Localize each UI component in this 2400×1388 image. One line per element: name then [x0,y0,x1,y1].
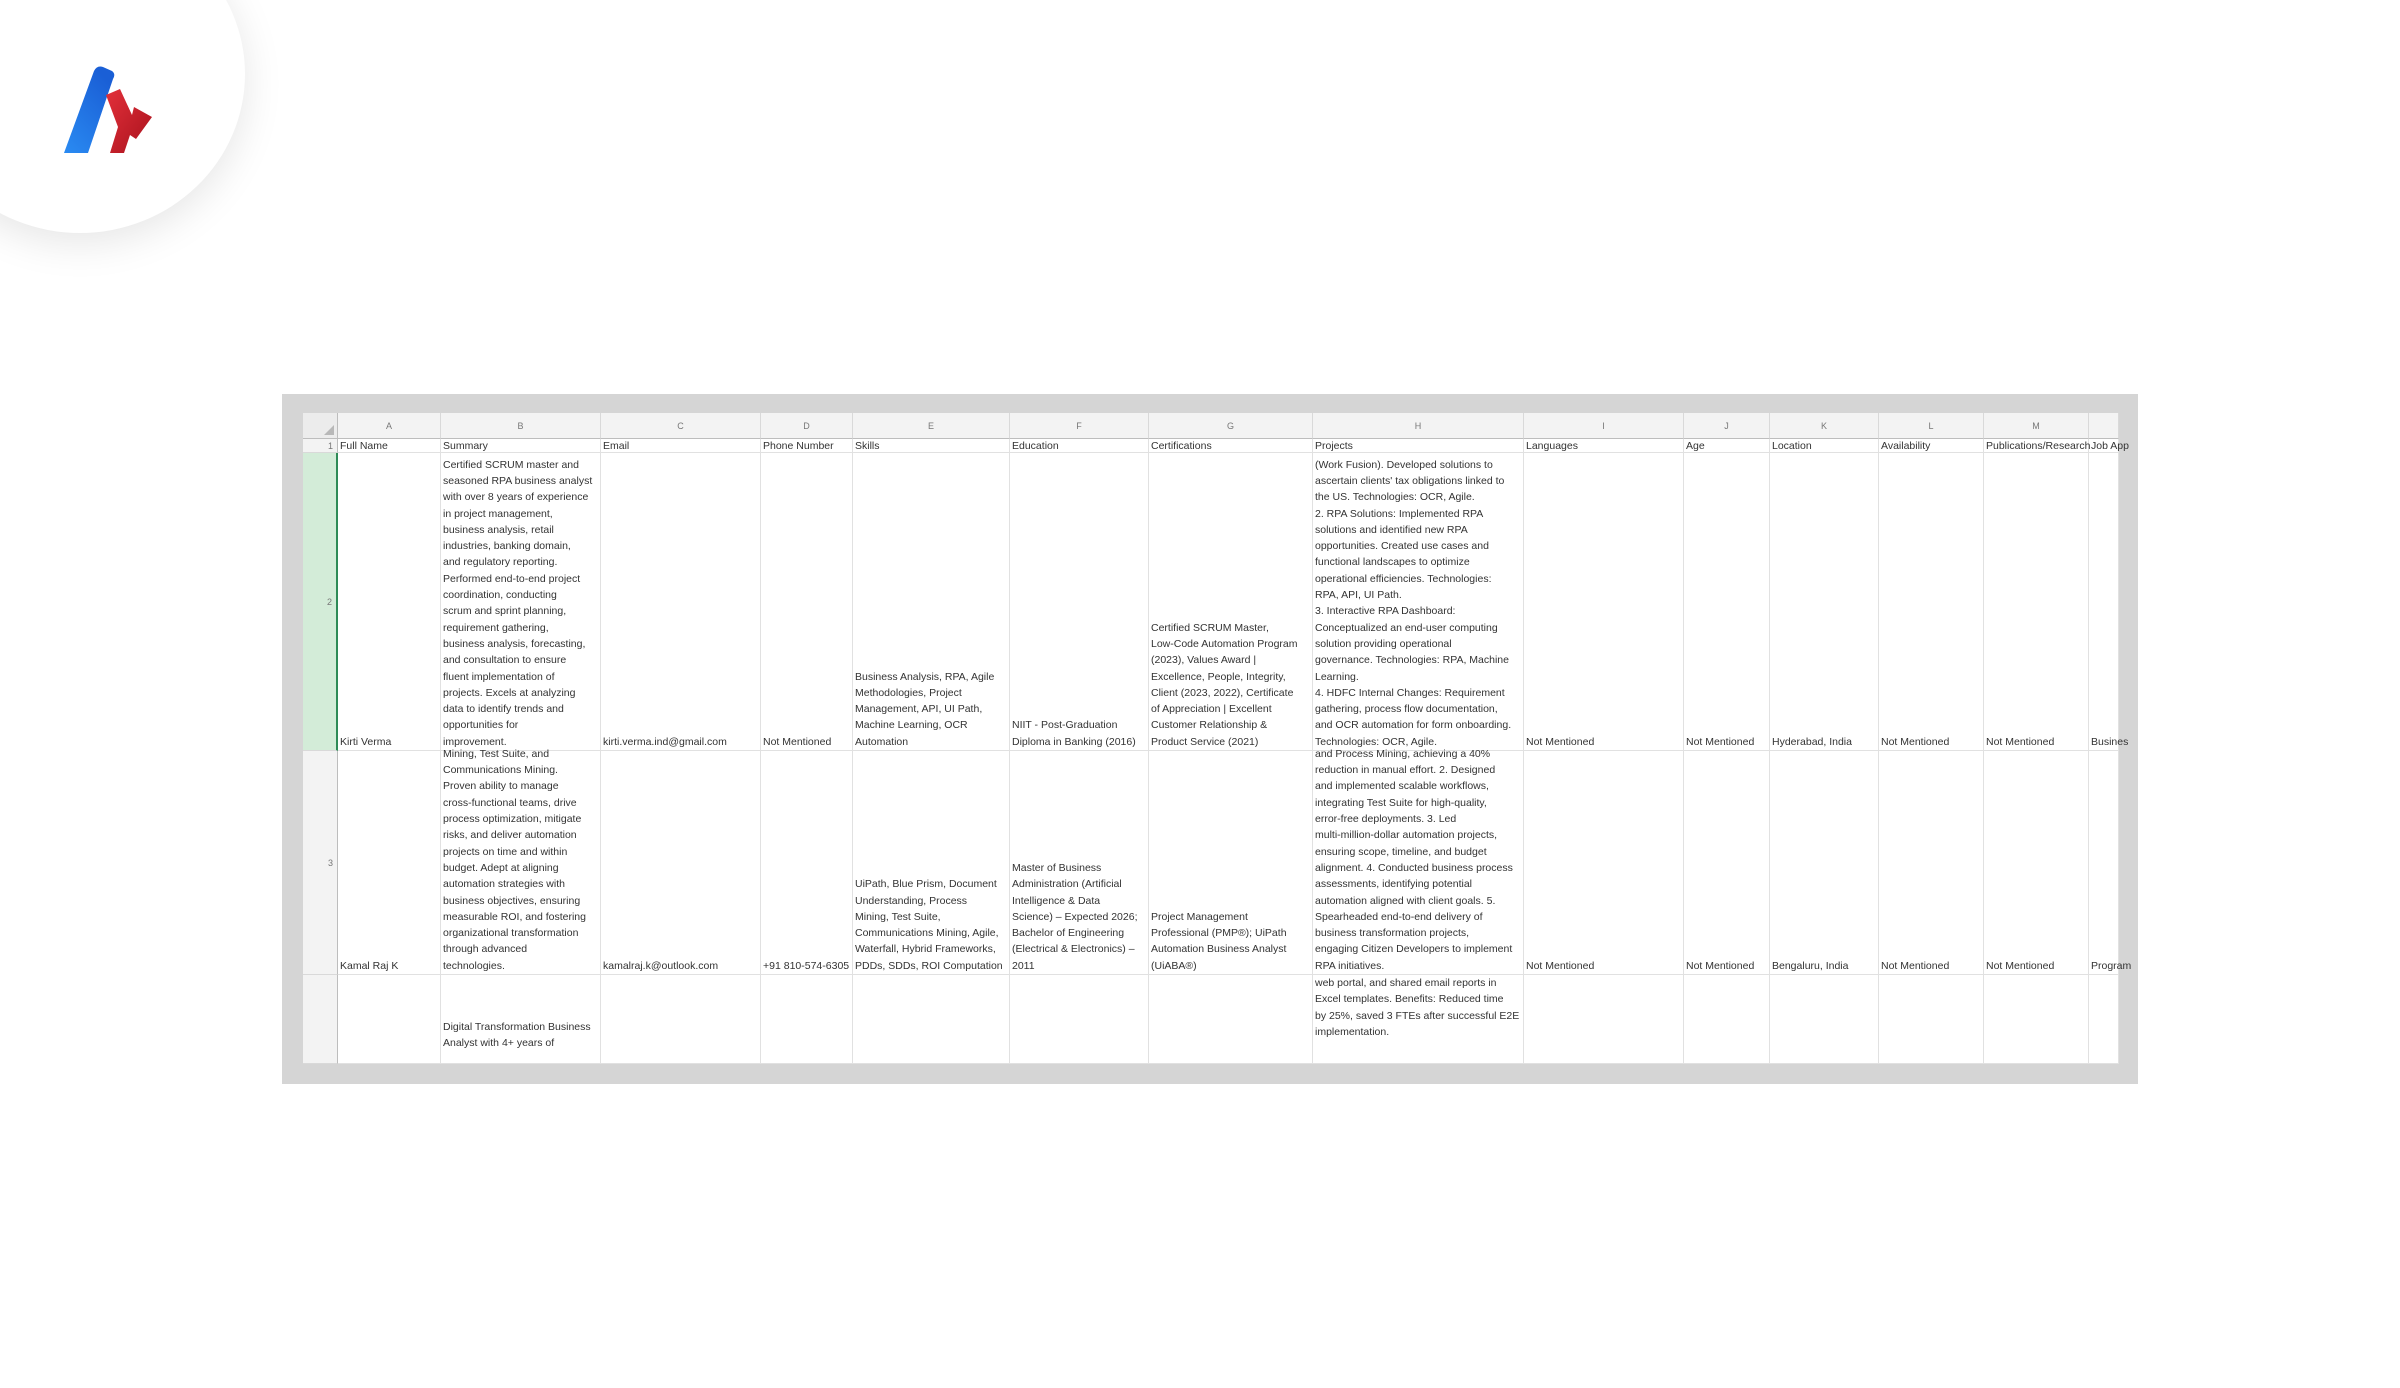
cell-skills[interactable]: UiPath, Blue Prism, Document Understanding, Process Mining, Test Suite, Communications Mining, Agile, Waterfall, Hybrid Frameworks, PDDs, SDDs, ROI Computation [853,751,1010,975]
cell-email[interactable] [601,975,761,1064]
header-cell-skills[interactable]: Skills [853,439,1010,453]
column-header-m[interactable]: M [1984,413,2089,439]
header-cell-languages[interactable]: Languages [1524,439,1684,453]
cell-location[interactable] [1770,975,1879,1064]
cell-phone[interactable]: +91 810-574-6305 [761,751,853,975]
header-cell-location[interactable]: Location [1770,439,1879,453]
row-header-1[interactable]: 1 [303,439,338,453]
header-cell-age[interactable]: Age [1684,439,1770,453]
column-header-g[interactable]: G [1149,413,1313,439]
spreadsheet-grid [303,413,2132,1064]
column-header-b[interactable]: B [441,413,601,439]
cell-publications[interactable]: Not Mentioned [1984,453,2089,751]
row-header-3[interactable]: 3 [303,751,338,975]
header-cell-availability[interactable]: Availability [1879,439,1984,453]
cell-email[interactable]: kirti.verma.ind@gmail.com [601,453,761,751]
cell-certifications[interactable]: Certified SCRUM Master, Low-Code Automation Program (2023), Values Award | Excellence, People, Integrity, Client (2023, 2022), Certificate of Appreciation | Excellent Customer Relationship & Product Service (2021) [1149,453,1313,751]
cell-job[interactable]: Busines [2089,453,2119,751]
header-cell-phone[interactable]: Phone Number [761,439,853,453]
header-cell-projects[interactable]: Projects [1313,439,1524,453]
cell-email[interactable]: kamalraj.k@outlook.com [601,751,761,975]
row-header-4[interactable] [303,975,338,1064]
cell-phone[interactable]: Not Mentioned [761,453,853,751]
cell-publications[interactable] [1984,975,2089,1064]
cell-education[interactable]: NIIT - Post-Graduation Diploma in Banking (2016) [1010,453,1149,751]
row-header-2[interactable]: 2 [303,453,338,751]
header-cell-publications[interactable]: Publications/Research [1986,440,2091,452]
cell-full-name[interactable]: Kirti Verma [338,453,441,751]
cell-certifications[interactable]: Project Management Professional (PMP®); UiPath Automation Business Analyst (UiABA®) [1149,751,1313,975]
cell-availability[interactable] [1879,975,1984,1064]
cell-location[interactable]: Bengaluru, India [1770,751,1879,975]
header-cell-full-name[interactable]: Full Name [338,439,441,453]
cell-education[interactable]: Master of Business Administration (Artificial Intelligence & Data Science) – Expected 2026; Bachelor of Engineering (Electrical & Electronics) – 2011 [1010,751,1149,975]
header-cell-certifications[interactable]: Certifications [1149,439,1313,453]
cell-languages[interactable]: Not Mentioned [1524,751,1684,975]
header-cell-education[interactable]: Education [1010,439,1149,453]
cell-projects[interactable]: (Work Fusion). Developed solutions to ascertain clients' tax obligations linked to the US. Technologies: OCR, Agile. 2. RPA Solutions: Implemented RPA solutions and identified new RPA opportunities. Created use cases and functional landscapes to optimize operational efficiencies. Technologies: RPA, API, UI Path. 3. Interactive RPA Dashboard: Conceptualized an end-user computing solution providing operational governance. Technologies: RPA, Machine Learning. 4. HDFC Internal Changes: Requirement gathering, process flow documentation, and OCR automation for form onboarding. Technologies: OCR, Agile. [1313,453,1524,751]
column-header-e[interactable]: E [853,413,1010,439]
cell-skills[interactable] [853,975,1010,1064]
brand-logo-icon[interactable] [60,65,160,160]
column-header-i[interactable]: I [1524,413,1684,439]
cell-summary[interactable]: Mining, Test Suite, and Communications Mining. Proven ability to manage cross-functional teams, drive process optimization, mitigate risks, and deliver automation projects on time and within budget. Adept at aligning automation strategies with business objectives, ensuring measurable ROI, and fostering organizational transformation through advanced technologies. [441,751,601,975]
cell-full-name[interactable]: Kamal Raj K [338,751,441,975]
column-header-k[interactable]: K [1770,413,1879,439]
cell-age[interactable]: Not Mentioned [1684,751,1770,975]
cell-skills[interactable]: Business Analysis, RPA, Agile Methodologies, Project Management, API, UI Path, Machine Learning, OCR Automation [853,453,1010,751]
header-cell-summary[interactable]: Summary [441,439,601,453]
cell-summary[interactable]: Digital Transformation Business Analyst with 4+ years of [441,975,601,1064]
cell-job[interactable]: Program [2089,751,2119,975]
header-cell-job[interactable]: Job App [2091,440,2129,452]
cell-summary[interactable]: Certified SCRUM master and seasoned RPA business analyst with over 8 years of experience in project management, business analysis, retail industries, banking domain, and regulatory reporting. Performed end-to-end project coordination, conducting scrum and sprint planning, requirement gathering, business analysis, forecasting, and consultation to ensure fluent implementation of projects. Excels at analyzing data to identify trends and opportunities for improvement. [441,453,601,751]
cell-phone[interactable] [761,975,853,1064]
cell-availability[interactable]: Not Mentioned [1879,751,1984,975]
cell-projects[interactable]: and Process Mining, achieving a 40% reduction in manual effort. 2. Designed and implemented scalable workflows, integrating Test Suite for high-quality, error-free deployments. 3. Led multi-million-dollar automation projects, ensuring scope, timeline, and budget alignment. 4. Conducted business process assessments, identifying potential automation aligned with client goals. 5. Spearheaded end-to-end delivery of business transformation projects, engaging Citizen Developers to implement RPA initiatives. [1313,751,1524,975]
cell-certifications[interactable] [1149,975,1313,1064]
column-header-f[interactable]: F [1010,413,1149,439]
column-header-j[interactable]: J [1684,413,1770,439]
cell-job[interactable] [2089,975,2119,1064]
column-header-h[interactable]: H [1313,413,1524,439]
header-cell-email[interactable]: Email [601,439,761,453]
cell-availability[interactable]: Not Mentioned [1879,453,1984,751]
cell-languages[interactable]: Not Mentioned [1524,453,1684,751]
screenshot-frame [282,394,2138,1084]
cell-languages[interactable] [1524,975,1684,1064]
cell-projects[interactable]: web portal, and shared email reports in Excel templates. Benefits: Reduced time by 25%, saved 3 FTEs after successful E2E implementation. [1313,975,1524,1064]
select-all-corner[interactable] [303,413,338,439]
column-header-n[interactable] [2089,413,2119,439]
cell-age[interactable]: Not Mentioned [1684,453,1770,751]
cell-education[interactable] [1010,975,1149,1064]
cell-location[interactable]: Hyderabad, India [1770,453,1879,751]
column-header-c[interactable]: C [601,413,761,439]
column-header-l[interactable]: L [1879,413,1984,439]
cell-publications[interactable]: Not Mentioned [1984,751,2089,975]
column-header-d[interactable]: D [761,413,853,439]
cell-age[interactable] [1684,975,1770,1064]
cell-full-name[interactable] [338,975,441,1064]
column-header-a[interactable]: A [338,413,441,439]
